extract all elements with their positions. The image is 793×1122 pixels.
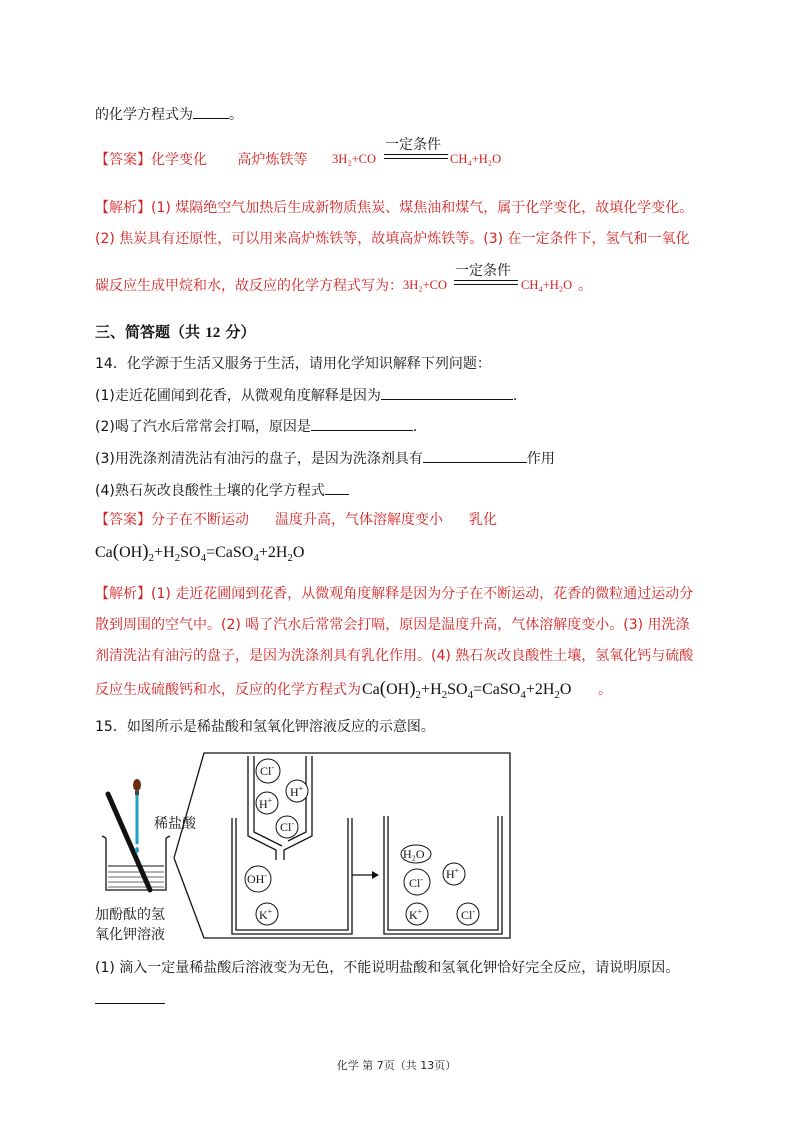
q14-analysis-line-3: 剂清洗沾有油污的盘子，是因为洗涤剂具有乳化作用。(4) 熟石灰改良酸性土壤，氢氧化钙与硫酸 xyxy=(95,648,694,664)
q14-analysis-line-1: 【解析】(1) 走近花圃闻到花香，从微观角度解释是因为分子在不断运动，花香的微粒通过运动分 xyxy=(95,586,694,602)
q14-answer xyxy=(95,510,497,530)
section-heading: 三、简答题（共 12 分） xyxy=(95,323,256,341)
ion-k: K+ xyxy=(409,907,423,922)
answer-1: 化学变化 xyxy=(151,152,207,168)
ion-cl: Cl- xyxy=(461,907,476,922)
answer-blank xyxy=(325,480,349,495)
answer-1: 分子在不断运动 xyxy=(151,512,249,528)
q14-stem: 14．化学源于生活又服务于生活，请用化学知识解释下列问题： xyxy=(95,356,491,372)
analysis-text: 碳反应生成甲烷和水，故反应的化学方程式写为： xyxy=(95,278,403,294)
q13-analysis-line-1 xyxy=(95,198,693,218)
period: 。 xyxy=(598,682,612,698)
answer-blank xyxy=(95,1003,165,1004)
q13-analysis-line-3 xyxy=(95,276,403,296)
q15-stem: 15．如图所示是稀盐酸和氢氧化钾溶液反应的示意图。 xyxy=(95,719,435,735)
ion-cl: Cl- xyxy=(280,819,295,834)
q14-answer-formula: $Ca(OH)_2+H_2SO_4=CaSO_4+2H_2O$ xyxy=(95,541,305,565)
ion-h: H+ xyxy=(290,784,304,799)
answer-blank xyxy=(381,385,513,400)
equals-sign xyxy=(454,280,518,285)
ion-h: H+ xyxy=(259,796,273,811)
q13-answer xyxy=(95,150,307,170)
answer-2: 温度升高，气体溶解度变小 xyxy=(275,512,443,528)
answer-tag: 【答案】 xyxy=(95,152,151,168)
dropper-label: 稀盐酸 xyxy=(154,816,196,832)
q14-part-4: (4)熟石灰改良酸性土壤的化学方程式 xyxy=(95,480,349,501)
q13-eq-right: CH₄+H₂O xyxy=(450,152,502,166)
molecule-h2o: H₂O xyxy=(403,847,425,861)
answer-blank xyxy=(423,448,527,463)
page-footer: 化学 第 7页（共 13页） xyxy=(336,1059,457,1072)
period: 。 xyxy=(578,278,592,294)
ion-cl: Cl- xyxy=(260,763,275,778)
q14-analysis-line-4: 反应生成硫酸钙和水，反应的化学方程式为 xyxy=(95,682,361,698)
answer-2: 高炉炼铁等 xyxy=(237,152,308,168)
answer-tag: 【答案】 xyxy=(95,512,151,528)
q13-analysis-line-2: (2) 焦炭具有还原性，可以用来高炉炼铁等，故填高炉炼铁等。(3) 在一定条件下，氢气和一氧化 xyxy=(95,231,690,247)
q13-eq-condition: 一定条件 xyxy=(385,137,441,153)
equals-sign xyxy=(384,154,448,159)
glass-rod-icon xyxy=(108,794,150,890)
ion-cl: Cl- xyxy=(409,875,424,890)
q14-part-2: (2)喝了汽水后常常会打嗝，原因是 . xyxy=(95,416,417,437)
ion-k: K+ xyxy=(259,907,273,922)
answer-blank xyxy=(311,416,413,431)
q14-analysis-formula: $Ca(OH)_2+H_2SO_4=CaSO_4+2H_2O$ xyxy=(362,678,572,702)
q14-part-1: (1)走近花圃闻到花香，从微观角度解释是因为 . xyxy=(95,385,517,406)
beaker-label: 加酚酞的氢 氧化钾溶液 xyxy=(95,907,165,943)
q14-analysis-line-2: 散到周围的空气中。(2) 喝了汽水后常常会打嗝，原因是温度升高，气体溶解度变小。(3) 用洗涤 xyxy=(95,617,690,633)
q13-stem-tail: 的化学方程式为 。 xyxy=(95,104,243,125)
q13-analysis-eq-left: 3H₂+CO xyxy=(403,278,448,292)
answer-3: 乳化 xyxy=(469,512,497,528)
q15-part-1: (1) 滴入一定量稀盐酸后溶液变为无色，不能说明盐酸和氢氧化钾恰好完全反应，请说明原因。 xyxy=(95,960,680,976)
q14-part-3: (3)用洗涤剂清洗沾有油污的盘子，是因为洗涤剂具有 作用 xyxy=(95,448,555,469)
q13-eq-left: 3H₂+CO xyxy=(332,152,377,166)
q13-analysis-eq-right: CH₄+H₂O xyxy=(521,278,573,292)
analysis-tag: 【解析】 xyxy=(95,200,151,216)
answer-blank xyxy=(193,104,229,119)
q13-analysis-eq-condition: 一定条件 xyxy=(455,263,511,279)
ion-h: H+ xyxy=(446,866,460,881)
analysis-text: (1) 煤隔绝空气加热后生成新物质焦炭、煤焦油和煤气，属于化学变化，故填化学变化。 xyxy=(151,200,694,216)
dropper-icon xyxy=(133,779,141,853)
ion-oh: OH- xyxy=(247,871,268,886)
analysis-tag: 【解析】 xyxy=(95,586,151,602)
